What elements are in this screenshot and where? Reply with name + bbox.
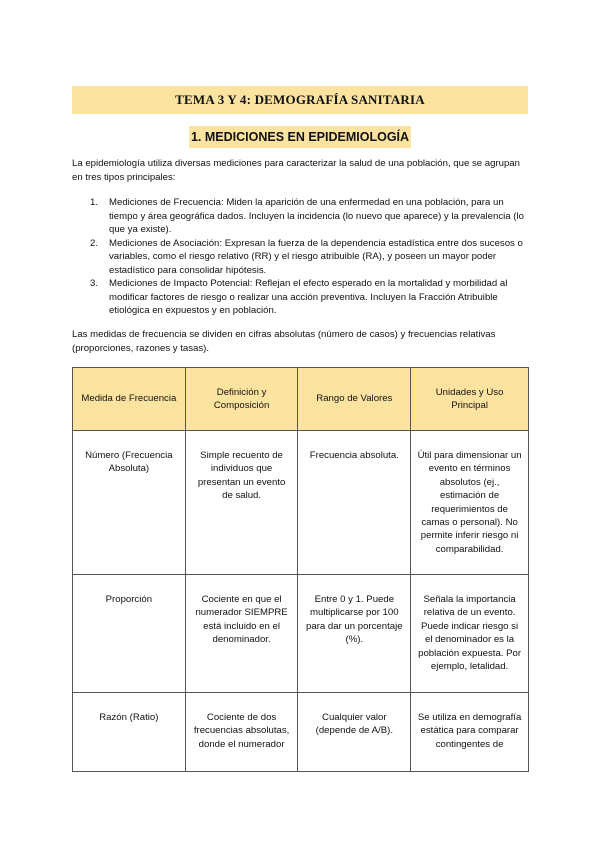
table-row [73,693,529,772]
intro-paragraph: La epidemiología utiliza diversas mediciones para caracterizar la salud de una población, que se agrupan en tres tipos principales: [72,158,520,183]
document-title-bar [72,86,528,114]
table-cell: Número (Frecuencia Absoluta) [73,431,186,575]
section-heading-bar [189,126,411,148]
section-heading: 1. MEDICIONES EN EPIDEMIOLOGÍA [190,130,410,144]
table-header-row [73,368,529,431]
table-cell: Cociente en que el numerador SIEMPRE está incluido en el denominador. [185,575,298,693]
list-item: 1. Mediciones de Frecuencia: Miden la aparición de una enfermedad en una población, para un tiempo y área geográfica dados. Incluyen la incidencia (lo nuevo que aparece) y la prevalencia (lo que ya existe). [90,197,524,235]
table-cell: Proporción [73,575,186,693]
table-cell: Cualquier valor (depende de A/B). [298,693,411,772]
table-header-cell: Rango de Valores [298,368,411,431]
table-cell: Entre 0 y 1. Puede multiplicarse por 100 para dar un porcentaje (%). [298,575,411,693]
document-title: TEMA 3 Y 4: DEMOGRAFÍA SANITARIA [175,92,425,107]
table-cell: Razón (Ratio) [73,693,186,772]
list-item: 3. Mediciones de Impacto Potencial: Reflejan el efecto esperado en la mortalidad y morbilidad al modificar factores de riesgo o realizar una acción preventiva. Incluyen la Fracción Atribuible etiológica en expuestos y en población. [90,278,508,316]
table-cell: Frecuencia absoluta. [298,431,411,575]
table-header-cell: Unidades y Uso Principal [411,368,529,431]
table-cell: Señala la importancia relativa de un evento. Puede indicar riesgo si el denominador es la población expuesta. Por ejemplo, letalidad. [411,575,529,693]
table-row [73,575,529,693]
table-header-cell: Definición y Composición [185,368,298,431]
table-cell: Simple recuento de individuos que presentan un evento de salud. [185,431,298,575]
table-cell: Útil para dimensionar un evento en términos absolutos (ej., estimación de requerimientos de camas o personal). No permite inferir riesgo ni comparabilidad. [411,431,529,575]
frequency-measures-table [72,367,529,772]
table-header-cell: Medida de Frecuencia [73,368,186,431]
after-list-paragraph: Las medidas de frecuencia se dividen en cifras absolutas (número de casos) y frecuencias relativas (proporciones, razones y tasas). [72,329,496,354]
table-row [73,431,529,575]
table-cell: Se utiliza en demografía estática para comparar contingentes de [411,693,529,772]
measurement-types-list [72,196,532,318]
list-item: 2. Mediciones de Asociación: Expresan la fuerza de la dependencia estadística entre dos sucesos o variables, como el riesgo relativo (RR) y el riesgo atribuible (RA), y poseen un mayor poder estadístico para consolidar hipótesis. [90,237,523,276]
table-cell: Cociente de dos frecuencias absolutas, donde el numerador [185,693,298,772]
